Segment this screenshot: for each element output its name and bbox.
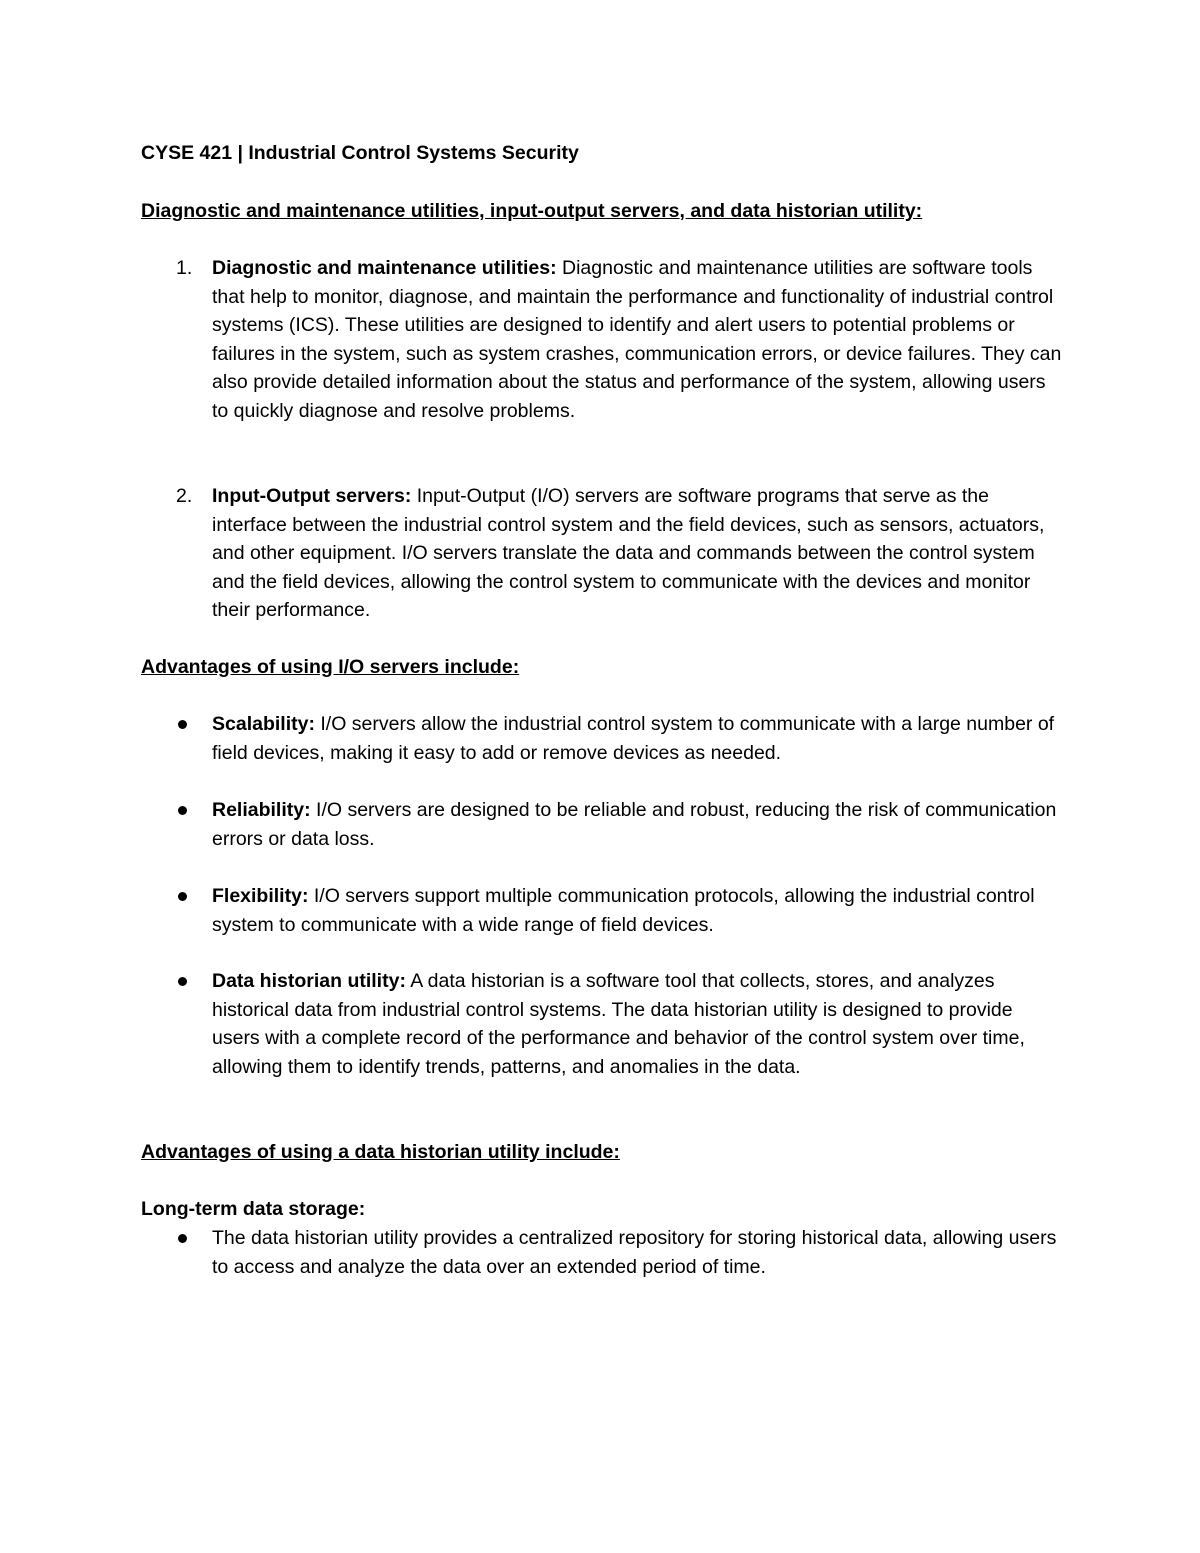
item-text: I/O servers are designed to be reliable and robust, reducing the risk of communication errors or data loss. xyxy=(212,799,1057,850)
section-heading-historian-advantages: Advantages of using a data historian utility include: xyxy=(141,1141,620,1163)
bullet-icon xyxy=(178,892,187,901)
section-heading-utilities: Diagnostic and maintenance utilities, input-output servers, and data historian utility: xyxy=(141,200,923,222)
section-heading-io-advantages: Advantages of using I/O servers include: xyxy=(141,656,520,678)
item-term: Scalability: xyxy=(212,713,315,735)
list-number: 2. xyxy=(176,485,193,507)
numbered-item-io-servers xyxy=(176,482,1062,625)
bullet-item-scalability xyxy=(212,710,1062,767)
bullet-item-flexibility xyxy=(212,882,1062,939)
item-term: Reliability: xyxy=(212,799,311,821)
item-text: A data historian is a software tool that collects, stores, and analyzes historical data from industrial control systems. The data historian utility is designed to provide users with a complete record of the performance and behavior of the control system over time, allowing them to identify trends, patterns, and anomalies in the data. xyxy=(212,970,1025,1078)
item-term: Flexibility: xyxy=(212,885,309,907)
subheading-long-term-storage: Long-term data storage: xyxy=(141,1198,366,1220)
item-text: Diagnostic and maintenance utilities are software tools that help to monitor, diagnose, and maintain the performance and functionality of industrial control systems (ICS). These utilities are designed to identify and alert users to potential problems or failures in the system, such as system crashes, communication errors, or device failures. They can also provide detailed information about the status and performance of the system, allowing users to quickly diagnose and resolve problems. xyxy=(212,257,1062,422)
item-term: Diagnostic and maintenance utilities: xyxy=(212,257,557,279)
bullet-icon xyxy=(178,720,187,729)
bullet-icon xyxy=(178,806,187,815)
numbered-item-diagnostic xyxy=(176,254,1062,426)
bullet-item-data-historian xyxy=(212,967,1062,1081)
item-text: Input-Output (I/O) servers are software programs that serve as the interface between the industrial control system and the field devices, such as sensors, actuators, and other equipment. I/O servers translate the data and commands between the control system and the field devices, allowing the control system to communicate with the devices and monitor their performance. xyxy=(212,485,1045,622)
item-term: Input-Output servers: xyxy=(212,485,412,507)
item-text: The data historian utility provides a centralized repository for storing historical data, allowing users to access and analyze the data over an extended period of time. xyxy=(212,1227,1057,1278)
document-title: CYSE 421 | Industrial Control Systems Security xyxy=(141,142,579,164)
list-number: 1. xyxy=(176,257,193,279)
item-text: I/O servers support multiple communication protocols, allowing the industrial control system to communicate with a wide range of field devices. xyxy=(212,885,1035,936)
bullet-item-centralized-repository xyxy=(212,1224,1062,1281)
bullet-icon xyxy=(178,977,187,986)
item-term: Data historian utility: xyxy=(212,970,406,992)
bullet-icon xyxy=(178,1234,187,1243)
item-text: I/O servers allow the industrial control system to communicate with a large number of field devices, making it easy to add or remove devices as needed. xyxy=(212,713,1055,764)
bullet-item-reliability xyxy=(212,796,1062,853)
